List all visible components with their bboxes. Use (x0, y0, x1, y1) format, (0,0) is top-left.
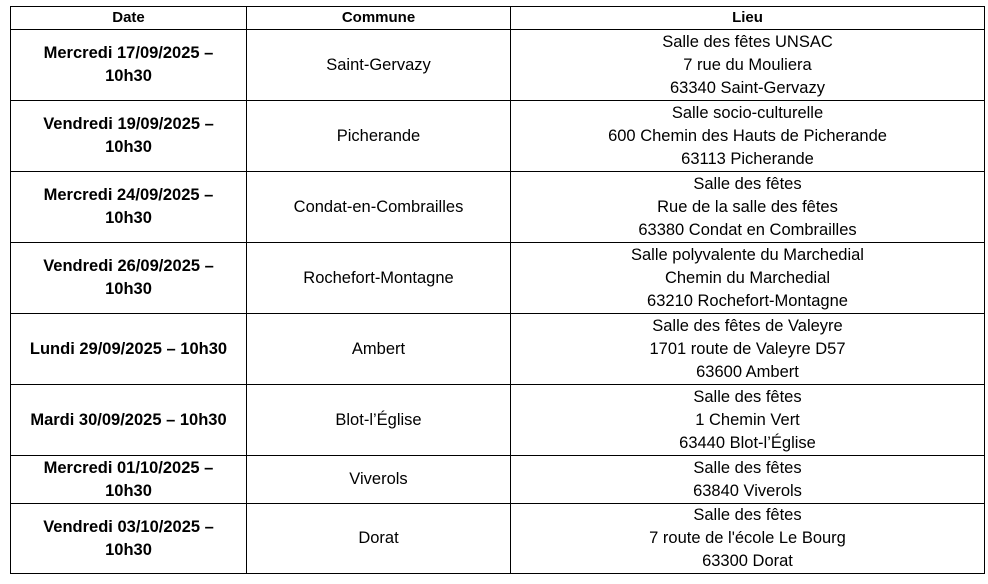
header-commune: Commune (247, 7, 511, 30)
date-line: Mardi 30/09/2025 – 10h30 (30, 410, 227, 429)
commune-cell: Rochefort-Montagne (247, 243, 511, 314)
date-cell (11, 504, 247, 574)
lieu-line: Salle des fêtes UNSAC (662, 32, 833, 51)
lieu-cell (511, 172, 985, 243)
date-line: 10h30 (105, 481, 152, 500)
table-row (11, 172, 985, 243)
lieu-cell (511, 243, 985, 314)
header-lieu: Lieu (511, 7, 985, 30)
table-row (11, 456, 985, 504)
commune-cell: Picherande (247, 101, 511, 172)
lieu-cell (511, 456, 985, 504)
date-line: 10h30 (105, 540, 152, 559)
table-row (11, 504, 985, 574)
table-row (11, 30, 985, 101)
date-line: Vendredi 03/10/2025 – (43, 517, 214, 536)
commune-cell: Viverols (247, 456, 511, 504)
lieu-line: 63380 Condat en Combrailles (638, 220, 857, 239)
header-date: Date (11, 7, 247, 30)
lieu-line: Chemin du Marchedial (664, 268, 831, 287)
commune-cell: Blot-l’Église (247, 385, 511, 456)
date-line: 10h30 (105, 67, 152, 85)
date-cell (11, 243, 247, 314)
header-row (11, 7, 985, 30)
date-line: Mercredi 24/09/2025 – (43, 186, 214, 204)
lieu-line: Rue de la salle des fêtes (657, 197, 838, 216)
date-cell (11, 30, 247, 101)
lieu-line: 7 rue du Mouliera (683, 55, 812, 74)
lieu-line: 63300 Dorat (702, 552, 793, 570)
commune-cell: Dorat (247, 504, 511, 574)
lieu-line: 7 route de l'école Le Bourg (649, 529, 846, 547)
date-line: Vendredi 19/09/2025 – (43, 115, 214, 133)
date-line: 10h30 (105, 280, 152, 298)
lieu-line: Salle des fêtes de Valeyre (652, 316, 843, 335)
lieu-line: 63840 Viverols (693, 481, 802, 500)
date-line: Mercredi 17/09/2025 – (43, 44, 214, 62)
lieu-cell (511, 504, 985, 574)
lieu-line: 1 Chemin Vert (695, 410, 800, 429)
date-line: Lundi 29/09/2025 – 10h30 (29, 339, 228, 358)
table-row (11, 101, 985, 172)
date-cell (11, 456, 247, 504)
table-row (11, 314, 985, 385)
date-line: Mercredi 01/10/2025 – (43, 458, 214, 477)
commune-cell: Saint-Gervazy (247, 30, 511, 101)
lieu-line: Salle des fêtes (693, 506, 802, 524)
lieu-line: 1701 route de Valeyre D57 (649, 339, 846, 358)
lieu-cell (511, 314, 985, 385)
lieu-line: Salle des fêtes (693, 458, 802, 477)
date-line: 10h30 (105, 138, 152, 156)
lieu-line: 63340 Saint-Gervazy (669, 78, 825, 97)
date-line: 10h30 (105, 209, 152, 227)
date-cell (11, 172, 247, 243)
commune-cell: Condat-en-Combrailles (247, 172, 511, 243)
lieu-cell (511, 101, 985, 172)
lieu-line: 63600 Ambert (696, 362, 799, 381)
lieu-line: Salle polyvalente du Marchedial (631, 245, 864, 264)
date-cell (11, 385, 247, 456)
lieu-line: 600 Chemin des Hauts de Picherande (608, 126, 887, 145)
lieu-line: Salle socio-culturelle (671, 103, 824, 122)
lieu-cell (511, 385, 985, 456)
lieu-cell (511, 30, 985, 101)
lieu-line: Salle des fêtes (693, 387, 802, 406)
lieu-line: 63113 Picherande (681, 149, 814, 168)
table-row (11, 243, 985, 314)
schedule-table (10, 6, 985, 574)
date-cell (11, 101, 247, 172)
lieu-line: 63210 Rochefort-Montagne (647, 291, 848, 310)
date-line: Vendredi 26/09/2025 – (43, 257, 214, 275)
lieu-line: 63440 Blot-l’Église (679, 433, 816, 452)
commune-cell: Ambert (247, 314, 511, 385)
table-row (11, 385, 985, 456)
date-cell (11, 314, 247, 385)
schedule-rows (11, 30, 985, 574)
lieu-line: Salle des fêtes (693, 174, 802, 193)
